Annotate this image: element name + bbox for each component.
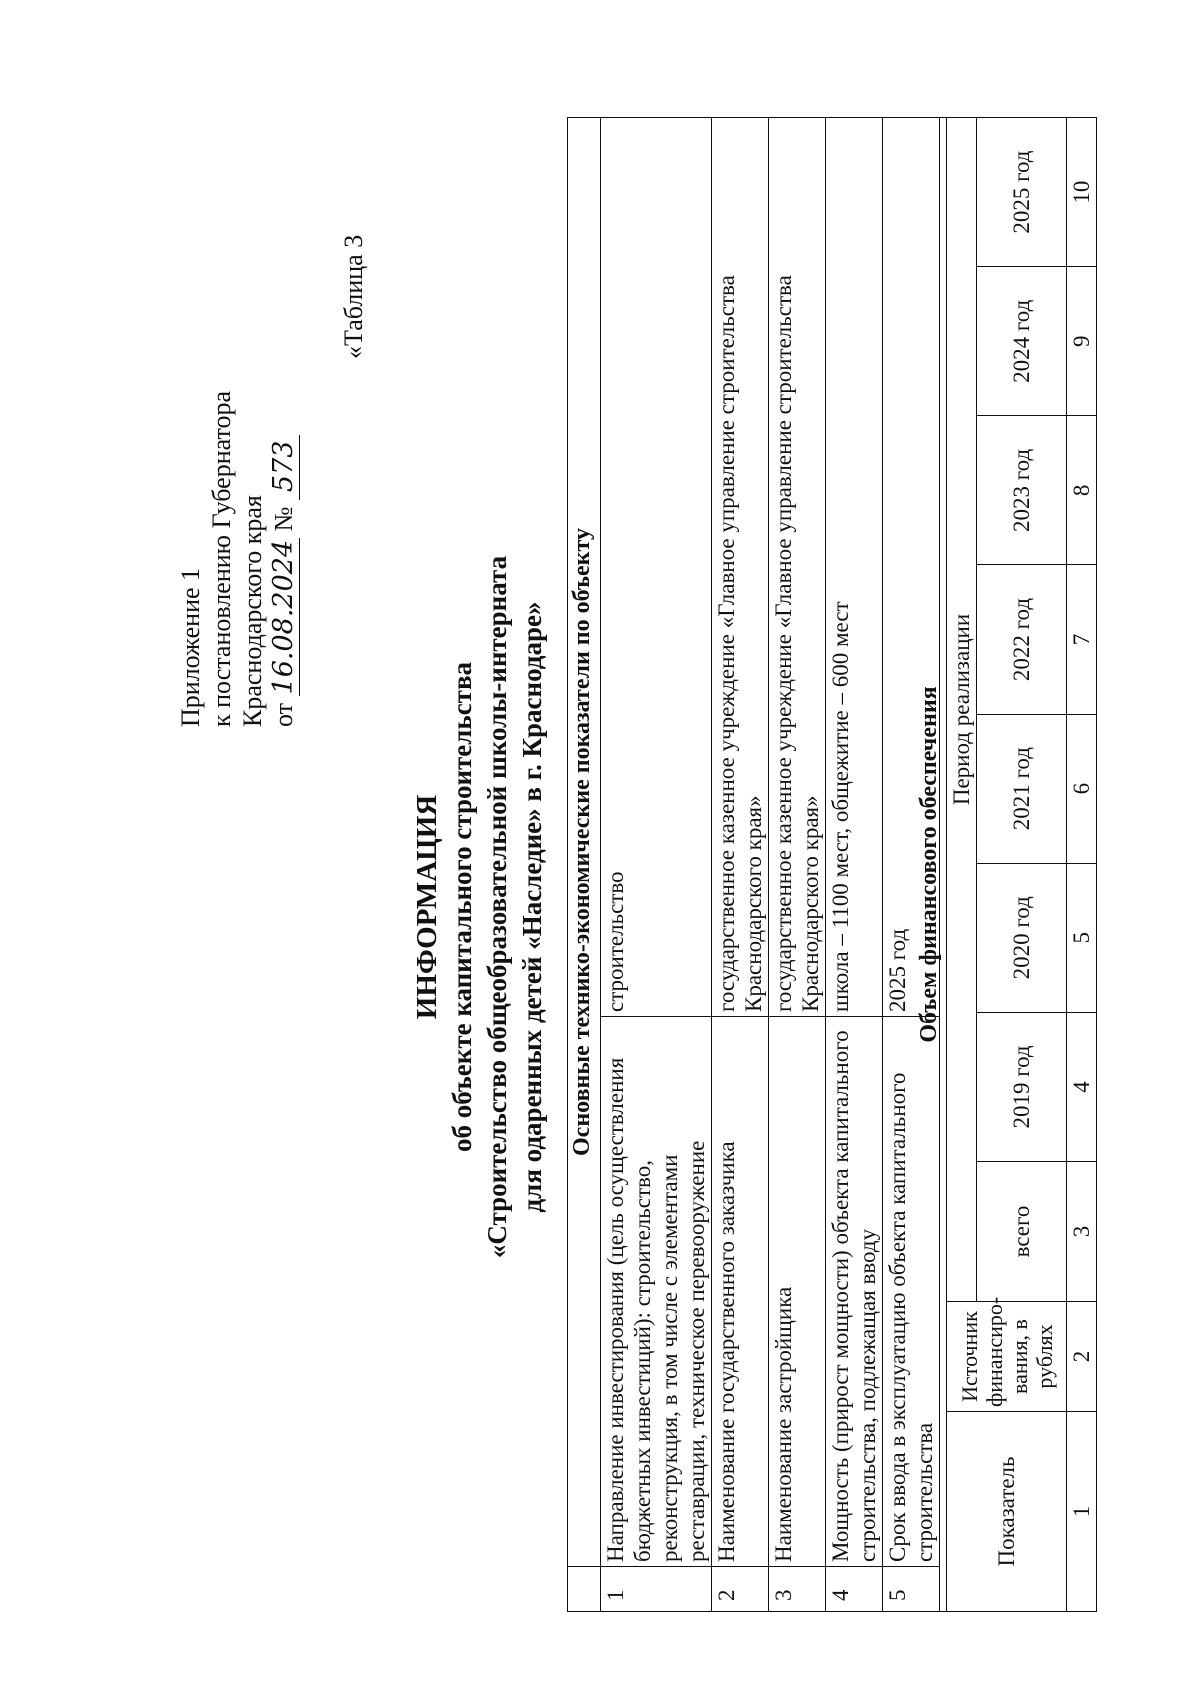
number-label: № xyxy=(269,506,298,532)
title-line-2: об объекте капитального строительства xyxy=(447,661,477,1153)
year-header: 2023 год xyxy=(977,416,1067,565)
financing-title: Объем финансового обеспечения xyxy=(912,118,947,1612)
column-number: 8 xyxy=(1067,416,1097,565)
row-value: 2025 год xyxy=(883,118,940,1017)
indicators-header: Основные технико-экономические показатели по объекту xyxy=(568,118,601,1567)
appendix-date-line xyxy=(268,391,300,727)
column-number: 6 xyxy=(1067,714,1097,863)
row-label: Срок ввода в эксплуатацию объекта капитального строительства xyxy=(883,1017,940,1567)
appendix-block xyxy=(175,391,300,727)
col-indicator-header: Показатель xyxy=(947,1412,1067,1612)
column-number: 7 xyxy=(1067,565,1097,714)
appendix-line-1: Приложение 1 xyxy=(176,567,205,727)
col-total-header: всего xyxy=(977,1162,1067,1302)
column-number: 9 xyxy=(1067,267,1097,416)
row-label: Мощность (прирост мощности) объекта капитального строительства, подлежащая вводу xyxy=(826,1017,883,1567)
row-value: государственное казенное учреждение «Главное управление строительства Краснодарского края» xyxy=(769,118,826,1017)
year-header: 2021 год xyxy=(977,714,1067,863)
row-value: школа – 1100 мест, общежитие – 600 мест xyxy=(826,118,883,1017)
row-number: 2 xyxy=(712,1567,769,1612)
column-number: 2 xyxy=(1067,1302,1097,1412)
row-number: 4 xyxy=(826,1567,883,1612)
indicators-table xyxy=(567,117,940,1612)
column-number: 5 xyxy=(1067,863,1097,1012)
year-header: 2025 год xyxy=(977,118,1067,267)
row-value: строительство xyxy=(601,118,712,1017)
row-number: 1 xyxy=(601,1567,712,1612)
year-header: 2022 год xyxy=(977,565,1067,714)
appendix-line-2: к постановлению Губернатора xyxy=(207,390,236,727)
row-number: 3 xyxy=(769,1567,826,1612)
column-number: 10 xyxy=(1067,118,1097,267)
title-line-1: ИНФОРМАЦИЯ xyxy=(411,794,443,1020)
title-line-4: для одаренных детей «Наследие» в г. Краснодаре» xyxy=(517,601,547,1213)
handwritten-number: 573 xyxy=(268,435,300,501)
row-label: Направление инвестирования (цель осуществления бюджетных инвестиций): строительство, реконструкция, в том числе с элементами реставрации, техническое перевооружение xyxy=(601,1017,712,1567)
row-label: Наименование государственного заказчика xyxy=(712,1017,769,1567)
financing-table xyxy=(912,117,1097,1612)
title-line-3: «Строительство общеобразовательной школы-интерната xyxy=(482,555,512,1259)
year-header: 2020 год xyxy=(977,863,1067,1012)
document-title xyxy=(410,207,550,1607)
from-label: от xyxy=(269,702,298,727)
appendix-line-3: Краснодарского края xyxy=(238,495,267,727)
period-header: Период реализации xyxy=(947,118,977,1302)
year-header: 2019 год xyxy=(977,1012,1067,1161)
column-number: 1 xyxy=(1067,1412,1097,1612)
table-label: «Таблица 3 xyxy=(339,234,368,359)
col-source-header: Источник финансиро-вания, в рублях xyxy=(947,1302,1067,1412)
row-number: 5 xyxy=(883,1567,940,1612)
column-number: 4 xyxy=(1067,1012,1097,1161)
year-header: 2024 год xyxy=(977,267,1067,416)
handwritten-date: 16.08.2024 xyxy=(268,539,299,695)
row-label: Наименование застройщика xyxy=(769,1017,826,1567)
column-number: 3 xyxy=(1067,1162,1097,1302)
row-value: государственное казенное учреждение «Главное управление строительства Краснодарского края» xyxy=(712,118,769,1017)
